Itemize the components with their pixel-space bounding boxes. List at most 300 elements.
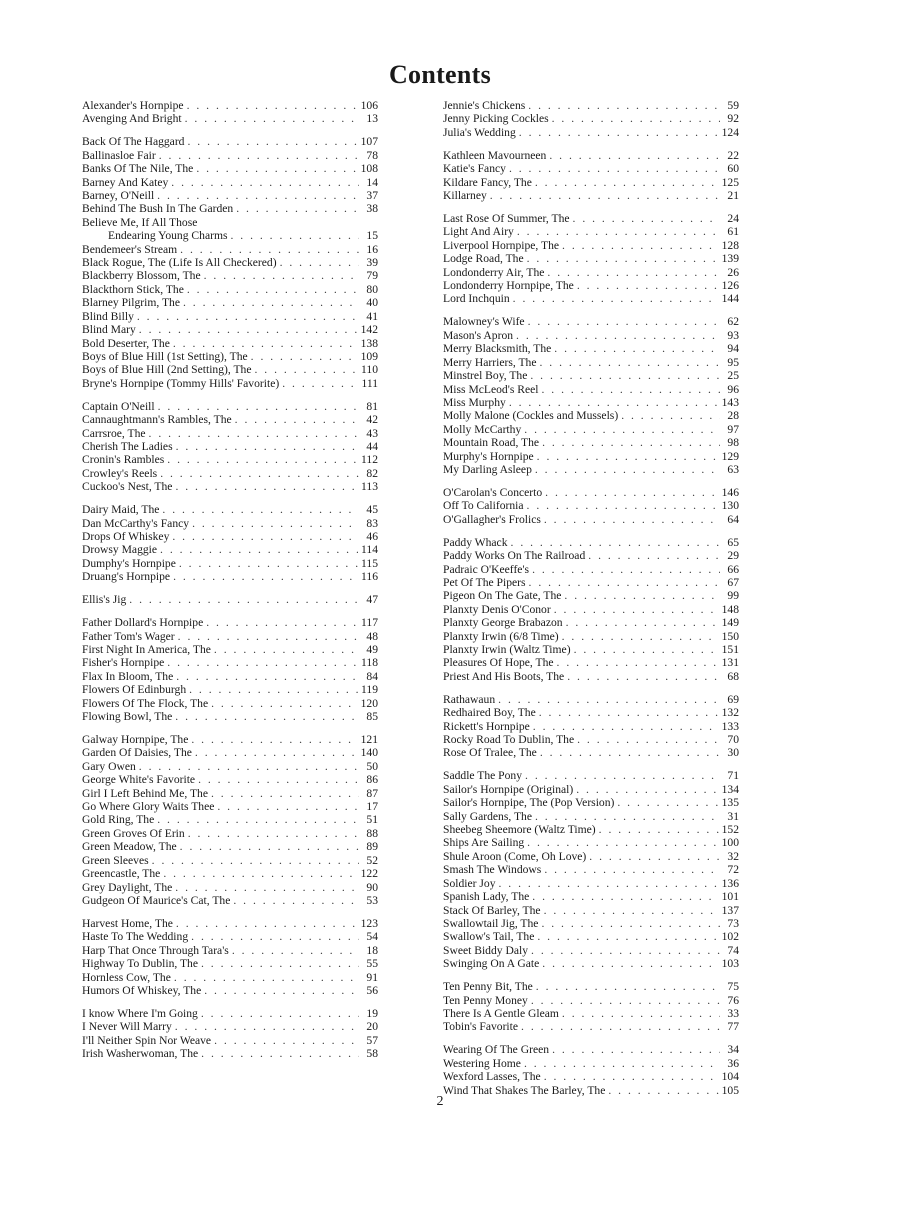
dot-leader [519, 126, 719, 139]
toc-entry[interactable] [82, 710, 378, 723]
entry-page-number: 66 [727, 562, 739, 576]
dot-leader [174, 971, 359, 984]
toc-entry[interactable] [443, 850, 739, 863]
dot-leader [531, 994, 720, 1007]
toc-entry[interactable] [82, 930, 378, 943]
toc-entry[interactable] [443, 279, 739, 292]
dot-leader [577, 279, 719, 292]
dot-leader [282, 377, 358, 390]
toc-entry[interactable] [443, 409, 739, 422]
toc-entry[interactable] [443, 733, 739, 746]
dot-leader [539, 356, 720, 369]
toc-entry[interactable] [443, 436, 739, 449]
toc-entry[interactable] [82, 813, 378, 826]
entry-page-number: 89 [366, 840, 378, 854]
entry-title: Off To California [443, 499, 524, 513]
toc-entry[interactable] [443, 396, 739, 409]
dot-leader [232, 944, 359, 957]
toc-entry[interactable] [82, 1034, 378, 1047]
entry-page-number: 59 [727, 99, 739, 112]
toc-entry[interactable] [82, 984, 378, 997]
dot-leader [576, 783, 718, 796]
toc-entry[interactable] [443, 1043, 739, 1056]
letter-group [443, 693, 739, 760]
dot-leader [562, 630, 719, 643]
toc-entry[interactable] [82, 854, 378, 867]
entry-page-number: 115 [361, 556, 378, 570]
toc-entry[interactable] [443, 499, 739, 512]
dot-leader [524, 423, 720, 436]
toc-entry[interactable] [443, 957, 739, 970]
dot-leader [251, 350, 358, 363]
toc-entry[interactable] [443, 356, 739, 369]
toc-entry[interactable] [443, 292, 739, 305]
toc-entry[interactable] [82, 149, 378, 162]
toc-entry[interactable] [443, 643, 739, 656]
toc-entry[interactable] [443, 576, 739, 589]
toc-entry[interactable] [82, 453, 378, 466]
dot-leader [498, 693, 720, 706]
entry-title: Rickett's Hornpipe [443, 719, 530, 733]
toc-entry[interactable] [443, 823, 739, 836]
dot-leader [192, 517, 359, 530]
toc-entry[interactable] [82, 773, 378, 786]
toc-entry[interactable] [82, 670, 378, 683]
toc-entry[interactable] [82, 189, 378, 202]
toc-entry[interactable] [82, 917, 378, 930]
toc-entry[interactable] [443, 1070, 739, 1083]
toc-entry[interactable] [82, 593, 378, 606]
toc-entry[interactable] [443, 423, 739, 436]
letter-group [82, 503, 378, 583]
toc-entry[interactable] [443, 112, 739, 125]
entry-title: Banks Of The Nile, The [82, 162, 194, 176]
entry-title: Last Rose Of Summer, The [443, 212, 570, 226]
dot-leader [552, 112, 720, 125]
dot-leader [542, 436, 720, 449]
entry-title: Wind That Shakes The Barley, The [443, 1083, 606, 1097]
toc-entry[interactable] [82, 630, 378, 643]
entry-title: Priest And His Boots, The [443, 669, 565, 683]
entry-page-number: 24 [727, 212, 739, 226]
toc-entry[interactable] [82, 570, 378, 583]
entry-title: Grey Daylight, The [82, 880, 173, 894]
dot-leader [178, 630, 359, 643]
toc-entry[interactable] [443, 189, 739, 202]
toc-entry[interactable] [443, 890, 739, 903]
entry-page-number: 123 [360, 916, 378, 930]
toc-entry[interactable] [82, 135, 378, 148]
toc-entry[interactable] [82, 337, 378, 350]
entry-page-number: 112 [361, 453, 378, 467]
entry-page-number: 108 [360, 162, 378, 176]
toc-entry[interactable] [82, 296, 378, 309]
toc-entry[interactable] [82, 616, 378, 629]
toc-entry[interactable] [82, 413, 378, 426]
toc-entry[interactable] [443, 162, 739, 175]
toc-entry[interactable] [443, 1007, 739, 1020]
dot-leader [157, 189, 359, 202]
contents-right-column [443, 99, 739, 1107]
dot-leader [191, 930, 359, 943]
dot-leader [529, 576, 720, 589]
toc-entry[interactable] [443, 769, 739, 782]
dot-leader [554, 342, 720, 355]
toc-entry[interactable] [82, 310, 378, 323]
entry-title: Lord Inchquin [443, 292, 510, 306]
toc-entry[interactable] [82, 283, 378, 296]
toc-entry[interactable] [443, 917, 739, 930]
entry-page-number: 75 [727, 980, 739, 994]
toc-entry[interactable] [82, 1020, 378, 1033]
entry-title: Alexander's Hornpipe [82, 99, 184, 112]
entry-page-number: 93 [727, 328, 739, 342]
dot-leader [217, 800, 359, 813]
letter-group [443, 486, 739, 526]
dot-leader [180, 840, 359, 853]
toc-entry[interactable] [82, 881, 378, 894]
toc-entry[interactable] [82, 202, 378, 215]
toc-entry[interactable] [82, 112, 378, 125]
entry-title: Hornless Cow, The [82, 970, 171, 984]
entry-title: Padraic O'Keeffe's [443, 562, 530, 576]
entry-title: Ten Penny Bit, The [443, 980, 533, 994]
toc-entry[interactable] [443, 225, 739, 238]
toc-entry[interactable] [443, 513, 739, 526]
entry-page-number: 130 [721, 499, 739, 513]
entry-page-number: 150 [721, 629, 739, 643]
dot-leader [589, 850, 720, 863]
toc-entry[interactable] [443, 616, 739, 629]
entry-page-number: 82 [366, 466, 378, 480]
dot-leader [542, 957, 718, 970]
entry-title: Harvest Home, The [82, 916, 173, 930]
dot-leader [574, 643, 719, 656]
toc-entry[interactable] [443, 670, 739, 683]
dot-leader [180, 243, 359, 256]
dot-leader [549, 149, 720, 162]
entry-title: Green Groves Of Erin [82, 826, 185, 840]
entry-title: Greencastle, The [82, 867, 161, 881]
toc-entry[interactable] [82, 377, 378, 390]
dot-leader [509, 162, 720, 175]
toc-entry[interactable] [443, 252, 739, 265]
entry-page-number: 70 [727, 733, 739, 747]
toc-entry[interactable] [443, 149, 739, 162]
dot-leader [167, 453, 358, 466]
dot-leader [175, 881, 359, 894]
toc-entry[interactable] [443, 450, 739, 463]
dot-leader [599, 823, 719, 836]
toc-entry[interactable] [82, 517, 378, 530]
toc-entry[interactable] [82, 480, 378, 493]
page-title: Contents [388, 60, 492, 89]
entry-page-number: 98 [727, 436, 739, 450]
toc-entry[interactable] [82, 827, 378, 840]
entry-page-number: 97 [727, 422, 739, 436]
letter-group [443, 212, 739, 306]
dot-leader [521, 1020, 720, 1033]
dot-leader [204, 984, 359, 997]
toc-entry[interactable] [443, 342, 739, 355]
entry-page-number: 31 [727, 809, 739, 823]
toc-entry[interactable] [82, 243, 378, 256]
entry-page-number: 116 [361, 570, 378, 584]
toc-entry[interactable] [443, 239, 739, 252]
entry-page-number: 64 [727, 512, 739, 526]
entry-title: Drops Of Whiskey [82, 529, 170, 543]
letter-group [82, 593, 378, 606]
entry-page-number: 131 [721, 656, 739, 670]
dot-leader [541, 917, 720, 930]
toc-entry[interactable] [82, 643, 378, 656]
entry-page-number: 132 [721, 706, 739, 720]
entry-title: Spanish Lady, The [443, 890, 530, 904]
toc-entry[interactable] [443, 563, 739, 576]
toc-entry[interactable] [443, 836, 739, 849]
entry-title: Tobin's Favorite [443, 1020, 519, 1034]
entry-page-number: 100 [721, 836, 739, 850]
entry-title: Green Sleeves [82, 853, 149, 867]
toc-entry[interactable] [82, 363, 378, 376]
toc-entry[interactable] [443, 706, 739, 719]
entry-page-number: 22 [727, 148, 739, 162]
dot-leader [513, 292, 719, 305]
dot-leader [160, 467, 359, 480]
toc-entry[interactable] [82, 760, 378, 773]
entry-title: Merry Blacksmith, The [443, 342, 552, 356]
entry-page-number: 51 [366, 813, 378, 827]
toc-entry[interactable] [443, 904, 739, 917]
toc-entry[interactable] [82, 787, 378, 800]
toc-entry[interactable] [443, 630, 739, 643]
toc-entry[interactable] [82, 99, 378, 112]
dot-leader [162, 503, 359, 516]
entry-page-number: 138 [360, 336, 378, 350]
toc-entry[interactable] [82, 440, 378, 453]
toc-entry[interactable] [443, 810, 739, 823]
toc-entry[interactable] [82, 256, 378, 269]
toc-entry[interactable] [82, 269, 378, 282]
toc-entry[interactable] [82, 840, 378, 853]
entry-title: Katie's Fancy [443, 162, 506, 176]
dot-leader [195, 746, 358, 759]
dot-leader [531, 944, 720, 957]
entry-page-number: 60 [727, 162, 739, 176]
entry-title: Soldier Joy [443, 876, 496, 890]
letter-group [82, 135, 378, 390]
entry-title: Bendemeer's Stream [82, 242, 178, 256]
dot-leader [171, 176, 359, 189]
toc-entry[interactable] [443, 863, 739, 876]
toc-entry[interactable] [82, 229, 378, 242]
toc-entry[interactable] [82, 697, 378, 710]
toc-entry[interactable] [443, 266, 739, 279]
toc-entry[interactable] [443, 720, 739, 733]
toc-entry[interactable] [82, 867, 378, 880]
entry-title: Drowsy Maggie [82, 543, 158, 557]
entry-title: Lodge Road, The [443, 252, 524, 266]
entry-page-number: 109 [360, 349, 378, 363]
entry-title: Murphy's Hornpipe [443, 449, 534, 463]
toc-entry[interactable] [443, 589, 739, 602]
dot-leader [577, 733, 720, 746]
dot-leader [537, 930, 718, 943]
toc-entry[interactable] [82, 162, 378, 175]
toc-entry[interactable] [443, 212, 739, 225]
entry-page-number: 104 [721, 1070, 739, 1084]
entry-title: Stack Of Barley, The [443, 903, 541, 917]
toc-entry[interactable] [82, 427, 378, 440]
entry-page-number: 56 [366, 983, 378, 997]
toc-entry[interactable] [443, 315, 739, 328]
dot-leader [524, 1057, 720, 1070]
entry-page-number: 129 [721, 449, 739, 463]
entry-title: Killarney [443, 189, 487, 203]
toc-entry[interactable] [443, 176, 739, 189]
letter-group [82, 917, 378, 997]
entry-page-number: 28 [727, 409, 739, 423]
letter-group [82, 616, 378, 723]
entry-page-number: 144 [721, 292, 739, 306]
entry-page-number: 137 [721, 903, 739, 917]
dot-leader [214, 643, 359, 656]
toc-entry[interactable] [82, 530, 378, 543]
entry-page-number: 149 [721, 616, 739, 630]
entry-page-number: 151 [721, 643, 739, 656]
toc-entry[interactable] [443, 796, 739, 809]
entry-page-number: 133 [721, 719, 739, 733]
entry-title: Bryne's Hornpipe (Tommy Hills' Favorite) [82, 376, 280, 390]
toc-entry[interactable] [82, 1007, 378, 1020]
entry-title: Wexford Lasses, The [443, 1070, 541, 1084]
toc-entry[interactable] [443, 603, 739, 616]
entry-title: Rose Of Tralee, The [443, 746, 537, 760]
toc-entry[interactable] [82, 746, 378, 759]
entry-title: Father Dollard's Hornpipe [82, 616, 204, 630]
toc-entry[interactable] [443, 486, 739, 499]
dot-leader [511, 536, 720, 549]
entry-page-number: 125 [721, 175, 739, 189]
toc-entry[interactable] [443, 930, 739, 943]
toc-entry[interactable] [443, 980, 739, 993]
toc-entry[interactable] [82, 656, 378, 669]
dot-leader [211, 787, 359, 800]
toc-entry[interactable] [82, 800, 378, 813]
toc-entry[interactable] [443, 383, 739, 396]
entry-title: Humors Of Whiskey, The [82, 983, 202, 997]
toc-entry[interactable] [82, 1047, 378, 1060]
dot-leader [211, 697, 357, 710]
toc-entry[interactable] [443, 783, 739, 796]
toc-entry[interactable] [443, 746, 739, 759]
entry-title: Swallowtail Jig, The [443, 916, 539, 930]
dot-leader [537, 450, 719, 463]
entry-title: Avenging And Bright [82, 112, 182, 126]
entry-page-number: 122 [360, 867, 378, 881]
entry-page-number: 40 [366, 296, 378, 310]
entry-page-number: 110 [361, 363, 378, 377]
toc-entry[interactable] [82, 557, 378, 570]
entry-page-number: 39 [366, 256, 378, 270]
toc-entry[interactable] [82, 894, 378, 907]
letter-group [443, 769, 739, 970]
entry-title: I'll Neither Spin Nor Weave [82, 1033, 212, 1047]
toc-entry[interactable] [443, 1020, 739, 1033]
dot-leader [201, 1047, 359, 1060]
toc-entry[interactable] [82, 467, 378, 480]
entry-title: Jennie's Chickens [443, 99, 526, 112]
dot-leader [255, 363, 359, 376]
toc-entry[interactable] [82, 543, 378, 556]
entry-page-number: 142 [360, 323, 378, 337]
toc-entry[interactable] [443, 877, 739, 890]
toc-entry[interactable] [443, 536, 739, 549]
entry-page-number: 19 [366, 1006, 378, 1020]
toc-entry[interactable] [82, 733, 378, 746]
entry-page-number: 20 [366, 1020, 378, 1034]
entry-title: Dan McCarthy's Fancy [82, 516, 190, 530]
entry-page-number: 54 [366, 930, 378, 944]
entry-page-number: 45 [366, 503, 378, 517]
entry-page-number: 62 [727, 315, 739, 329]
toc-entry[interactable] [443, 463, 739, 476]
entry-page-number: 38 [366, 202, 378, 216]
entry-title: Blackberry Blossom, The [82, 269, 201, 283]
toc-entry[interactable] [443, 369, 739, 382]
toc-entry[interactable] [443, 693, 739, 706]
dot-leader [175, 1020, 359, 1033]
toc-entry[interactable] [82, 944, 378, 957]
dot-leader [562, 1007, 720, 1020]
dot-leader [201, 1007, 359, 1020]
entry-title: Ellis's Jig [82, 593, 127, 607]
dot-leader [175, 480, 358, 493]
toc-entry[interactable] [82, 503, 378, 516]
dot-leader [528, 315, 720, 328]
dot-leader [176, 670, 359, 683]
entry-title: Blind Billy [82, 309, 134, 323]
dot-leader [157, 813, 359, 826]
toc-entry[interactable] [443, 126, 739, 139]
letter-group [82, 400, 378, 494]
toc-entry[interactable] [443, 329, 739, 342]
entry-title: Boys of Blue Hill (1st Setting), The [82, 349, 248, 363]
toc-entry[interactable] [82, 971, 378, 984]
entry-title: Cherish The Ladies [82, 439, 173, 453]
toc-entry[interactable] [82, 683, 378, 696]
dot-leader [541, 383, 720, 396]
toc-entry[interactable] [82, 323, 378, 336]
entry-page-number: 65 [727, 535, 739, 549]
toc-entry[interactable] [443, 944, 739, 957]
toc-entry[interactable] [443, 99, 739, 112]
toc-entry[interactable] [443, 1057, 739, 1070]
entry-page-number: 114 [361, 543, 378, 557]
toc-entry[interactable] [82, 176, 378, 189]
toc-entry[interactable] [82, 957, 378, 970]
toc-entry[interactable] [443, 549, 739, 562]
toc-entry[interactable] [82, 400, 378, 413]
entry-title: Cuckoo's Nest, The [82, 480, 173, 494]
toc-entry[interactable] [82, 350, 378, 363]
dot-leader [533, 720, 719, 733]
toc-entry[interactable] [443, 994, 739, 1007]
entry-page-number: 14 [366, 175, 378, 189]
toc-entry[interactable] [82, 216, 378, 229]
entry-title: Flowing Bowl, The [82, 710, 173, 724]
toc-entry[interactable] [443, 656, 739, 669]
